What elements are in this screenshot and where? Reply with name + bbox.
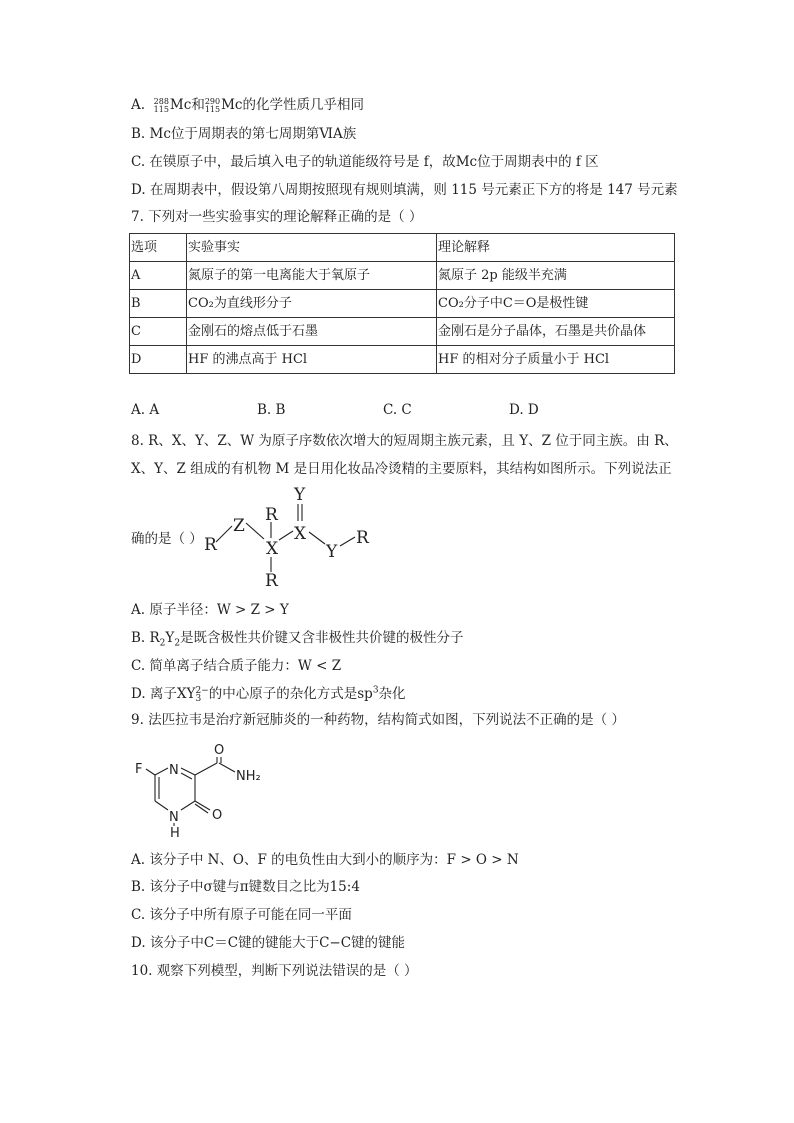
q9-favipiravir-structure	[132, 738, 282, 840]
atom-z: Z	[233, 516, 245, 536]
text: 杂化	[378, 686, 406, 702]
q9-option-a: A. 该分子中 N、O、F 的电负性由大到小的顺序为：F > O > N	[131, 852, 519, 868]
double-bond	[181, 773, 192, 779]
table-cell: C	[130, 318, 187, 346]
table-header-row	[130, 234, 675, 262]
table-cell: D	[130, 346, 187, 374]
bond	[181, 801, 195, 810]
q8-option-d	[131, 685, 406, 703]
q6-option-b: B. Mc位于周期表的第七周期第ⅥA族	[131, 126, 357, 142]
element-symbol: Mc	[221, 97, 243, 113]
q8-stem-line2: X、Y、Z 组成的有机物 M 是日用化妆品冷烫精的主要原料，其结构如图所示。下列说法正	[131, 461, 672, 477]
subscript: 2	[159, 638, 166, 649]
bond	[246, 523, 264, 539]
table-cell: HF 的相对分子质量小于 HCl	[437, 346, 675, 374]
q8-structure-diagram	[198, 482, 378, 592]
table-row	[130, 290, 675, 318]
atom-r: R	[265, 571, 278, 591]
text: D. 离子XY	[131, 686, 196, 702]
isotope-288: 288 115	[153, 96, 169, 114]
answer-option-b: B. B	[257, 402, 286, 418]
answer-option-c: C. C	[383, 402, 412, 418]
text: 的中心原子的杂化方式是sp	[208, 686, 373, 702]
table-row	[130, 346, 675, 374]
table-header-cell: 理论解释	[437, 234, 675, 262]
atom-x: X	[294, 524, 307, 544]
atom-x: X	[266, 539, 279, 559]
group-nh2: NH₂	[236, 769, 261, 784]
table-row	[130, 262, 675, 290]
bond	[155, 768, 168, 775]
q8-stem-line3: 确的是（ ）	[131, 531, 203, 547]
bond	[219, 763, 235, 772]
q8-option-b	[131, 629, 464, 647]
bond	[146, 769, 155, 775]
bond	[195, 763, 217, 775]
isotope-290: 290 115	[204, 96, 221, 114]
atom-r: R	[265, 505, 278, 525]
table-cell: A	[130, 262, 187, 290]
table-cell: CO₂分子中C＝O是极性键	[437, 290, 675, 318]
answer-option-a: A. A	[131, 402, 160, 418]
q7-stem: 7. 下列对一些实验事实的理论解释正确的是（ ）	[131, 209, 423, 225]
element-symbol: Mc	[169, 97, 192, 113]
table-cell: B	[130, 290, 187, 318]
atom-f: F	[135, 762, 143, 777]
table-header-cell: 选项	[130, 234, 187, 262]
q6-option-a	[131, 96, 364, 114]
atom-o: O	[212, 808, 223, 823]
q10-stem: 10. 观察下列模型，判断下列说法错误的是（ ）	[131, 963, 418, 979]
bond	[279, 531, 293, 540]
atom-r: R	[356, 528, 369, 548]
atom-h: H	[170, 826, 180, 840]
bond	[340, 537, 355, 546]
superscript: 3	[372, 685, 379, 696]
atom-o: O	[214, 743, 225, 758]
table-cell: CO₂为直线形分子	[187, 290, 437, 318]
atom-n: N	[169, 763, 179, 778]
table-cell: 金刚石是分子晶体，石墨是共价晶体	[437, 318, 675, 346]
table-cell: 氮原子 2p 能级半充满	[437, 262, 675, 290]
table-row	[130, 318, 675, 346]
bond	[309, 532, 325, 544]
q6-option-d: D. 在周期表中，假设第八周期按照现有规则填满，则 115 号元素正下方的将是 147 号元素	[131, 182, 678, 198]
q9-option-d: D. 该分子中C＝C键的键能大于C−C键的键能	[131, 935, 406, 951]
table-cell: 氮原子的第一电离能大于氧原子	[187, 262, 437, 290]
atom-y: Y	[326, 542, 338, 562]
text: B. R	[131, 630, 160, 646]
table-cell: HF 的沸点高于 HCl	[187, 346, 437, 374]
bond	[216, 526, 232, 542]
text: 的化学性质几乎相同	[242, 97, 364, 113]
table-header-cell: 实验事实	[187, 234, 437, 262]
q6-option-c: C. 在镆原子中，最后填入电子的轨道能级符号是 f，故Mc位于周期表中的 f 区	[131, 154, 599, 170]
ion-charge: 2− 3	[195, 685, 209, 704]
atom-n: N	[169, 810, 179, 825]
q8-option-c: C. 简单离子结合质子能力：W < Z	[131, 658, 342, 674]
table-cell: 金刚石的熔点低于石墨	[187, 318, 437, 346]
option-letter: A.	[131, 97, 146, 113]
text: Y	[165, 630, 175, 646]
text: 是既含极性共价键又含非极性共价键的极性分子	[180, 630, 464, 646]
q9-option-b: B. 该分子中σ键与π键数目之比为15:4	[131, 879, 360, 895]
atom-r: R	[204, 535, 217, 555]
bond	[155, 801, 168, 810]
answer-option-d: D. D	[509, 402, 539, 418]
text: 和	[191, 97, 205, 113]
subscript: 2	[174, 638, 181, 649]
q9-option-c: C. 该分子中所有原子可能在同一平面	[131, 907, 352, 923]
q8-stem-line1: 8. R、X、Y、Z、W 为原子序数依次增大的短周期主族元素，且 Y、Z 位于同主族。由 R、	[131, 433, 678, 449]
q7-table	[129, 233, 675, 374]
q9-stem: 9. 法匹拉韦是治疗新冠肺炎的一种药物，结构简式如图，下列说法不正确的是（ ）	[131, 712, 625, 728]
atom-y: Y	[294, 485, 306, 505]
q8-option-a: A. 原子半径：W > Z > Y	[131, 602, 289, 618]
